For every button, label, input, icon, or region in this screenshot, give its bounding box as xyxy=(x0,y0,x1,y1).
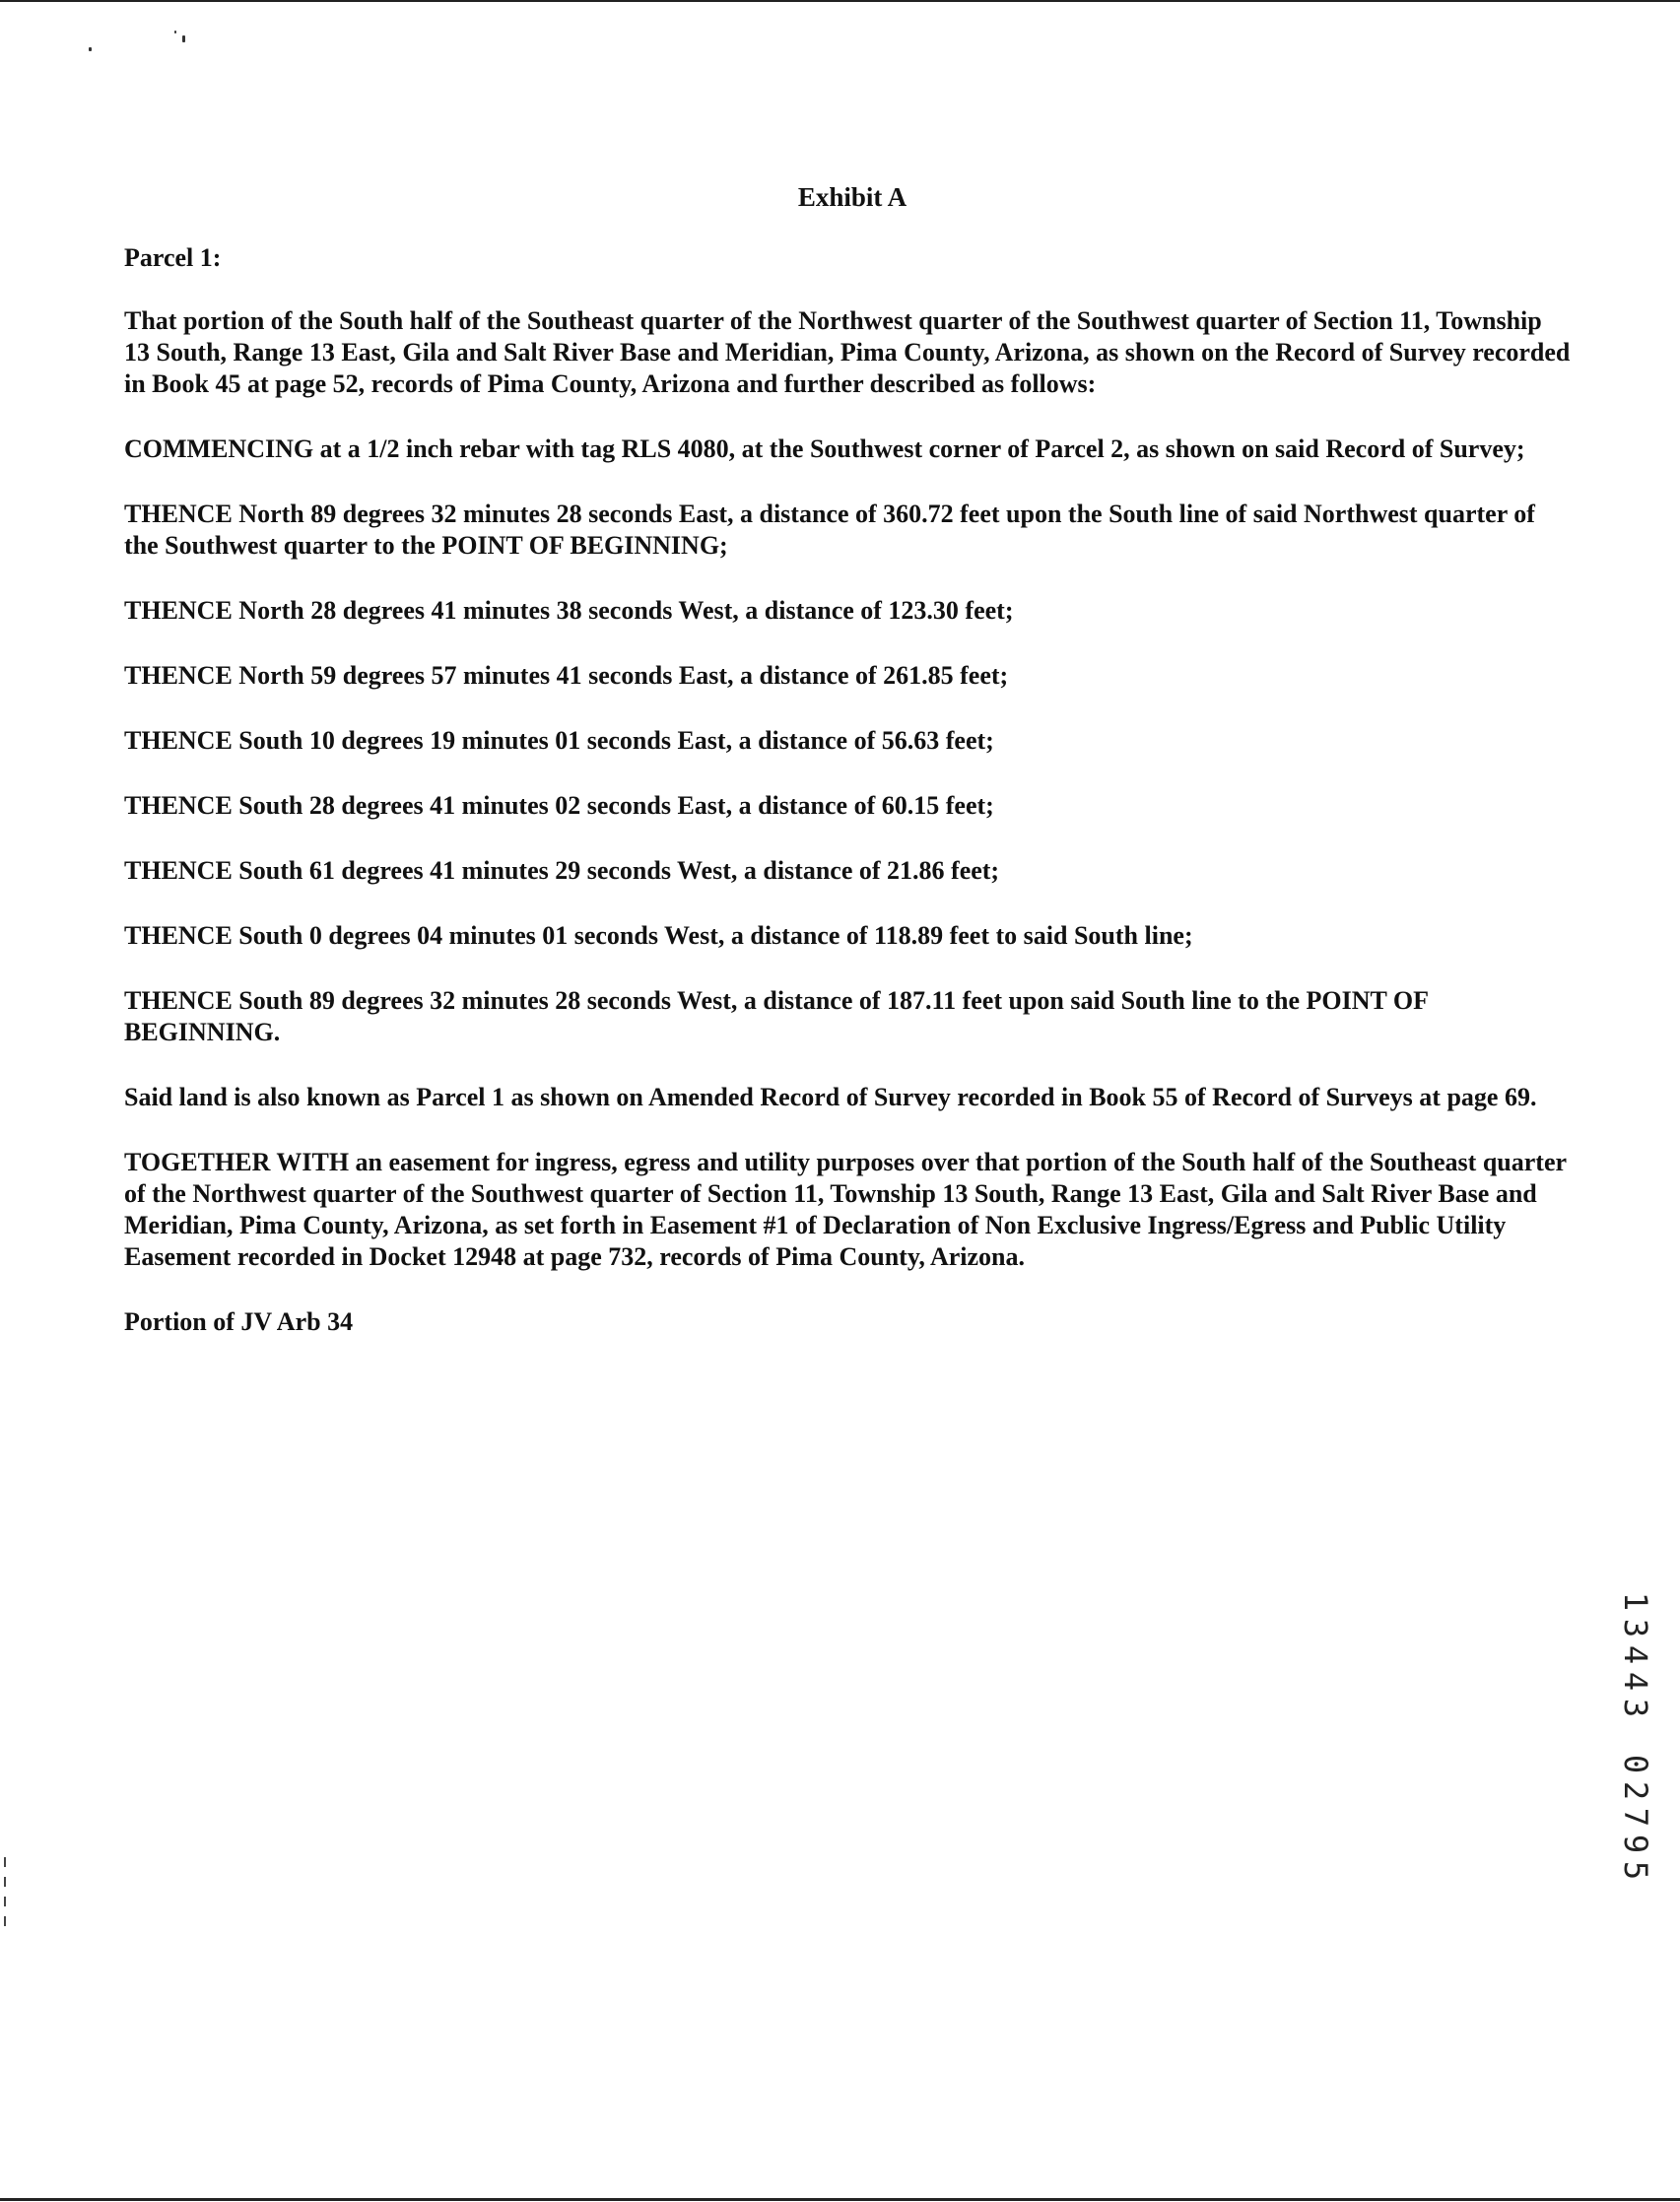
scan-edge-mark xyxy=(4,1877,6,1887)
stamp-digit: 4 xyxy=(1617,1671,1655,1692)
description-paragraph: TOGETHER WITH an easement for ingress, egress and utility purposes over that portion of the South half of the Southeast quarter of the Northwest quarter of the Southwest quarter of Section 11, Township 13 South, Range 13 East, Gila and Salt River Base and Meridian, Pima County, Arizona, as set forth in Easement #1 of Declaration of Non Exclusive Ingress/Egress and Public Utility Easement recorded in Docket 12948 at page 732, records of Pima County, Arizona. xyxy=(124,1148,1567,1271)
stamp-digit: 2 xyxy=(1617,1780,1655,1801)
scan-edge-mark xyxy=(4,1916,6,1926)
recording-number-stamp xyxy=(1616,1588,1655,1884)
scan-speck xyxy=(89,47,92,51)
recording-docket-number xyxy=(1617,1588,1655,1721)
description-paragraph: Said land is also known as Parcel 1 as shown on Amended Record of Survey recorded in Book 55 of Record of Surveys at page 69. xyxy=(124,1083,1537,1111)
description-paragraph: COMMENCING at a 1/2 inch rebar with tag RLS 4080, at the Southwest corner of Parcel 2, as shown on said Record of Survey; xyxy=(124,434,1525,463)
stamp-digit: 1 xyxy=(1617,1591,1655,1612)
recording-page-number xyxy=(1617,1751,1655,1884)
stamp-digit: 7 xyxy=(1617,1807,1655,1828)
description-paragraph: That portion of the South half of the Southeast quarter of the Northwest quarter of the Southwest quarter of Section 11, Township 13 South, Range 13 East, Gila and Salt River Base and Meridian, Pima County, Arizona, as shown on the Record of Survey recorded in Book 45 at page 52, records of Pima County, Arizona and further described as follows: xyxy=(124,306,1571,398)
stamp-digit: 0 xyxy=(1617,1754,1655,1774)
exhibit-title: Exhibit A xyxy=(797,182,907,212)
description-paragraph: THENCE North 28 degrees 41 minutes 38 seconds West, a distance of 123.30 feet; xyxy=(124,596,1014,625)
scan-edge-mark xyxy=(4,1897,6,1906)
scan-speck xyxy=(182,35,185,42)
parcel-label: Parcel 1: xyxy=(124,243,222,272)
stamp-digit: 3 xyxy=(1617,1698,1655,1718)
description-paragraph: THENCE South 28 degrees 41 minutes 02 seconds East, a distance of 60.15 feet; xyxy=(124,791,994,820)
scan-edge-mark xyxy=(4,1857,6,1867)
description-paragraph: THENCE South 0 degrees 04 minutes 01 seconds West, a distance of 118.89 feet to said South line; xyxy=(124,921,1193,950)
legal-description xyxy=(124,242,1573,1338)
description-paragraph: THENCE South 61 degrees 41 minutes 29 seconds West, a distance of 21.86 feet; xyxy=(124,856,1000,885)
bottom-scan-edge xyxy=(0,2198,1680,2201)
scan-speck xyxy=(174,31,176,33)
description-paragraph: THENCE South 10 degrees 19 minutes 01 seconds East, a distance of 56.63 feet; xyxy=(124,726,994,755)
portion-reference: Portion of JV Arb 34 xyxy=(124,1307,354,1336)
stamp-digit: 9 xyxy=(1617,1834,1655,1854)
stamp-digit: 3 xyxy=(1617,1618,1655,1638)
top-scan-edge xyxy=(0,0,1680,2)
stamp-digit: 4 xyxy=(1617,1644,1655,1665)
description-paragraph: THENCE North 59 degrees 57 minutes 41 seconds East, a distance of 261.85 feet; xyxy=(124,661,1009,690)
description-paragraph: THENCE North 89 degrees 32 minutes 28 seconds East, a distance of 360.72 feet upon the South line of said Northwest quarter of the Southwest quarter to the POINT OF BEGINNING; xyxy=(124,500,1535,560)
stamp-digit: 5 xyxy=(1617,1860,1655,1881)
description-paragraph: THENCE South 89 degrees 32 minutes 28 seconds West, a distance of 187.11 feet upon said South line to the POINT OF BEGINNING. xyxy=(124,986,1428,1046)
